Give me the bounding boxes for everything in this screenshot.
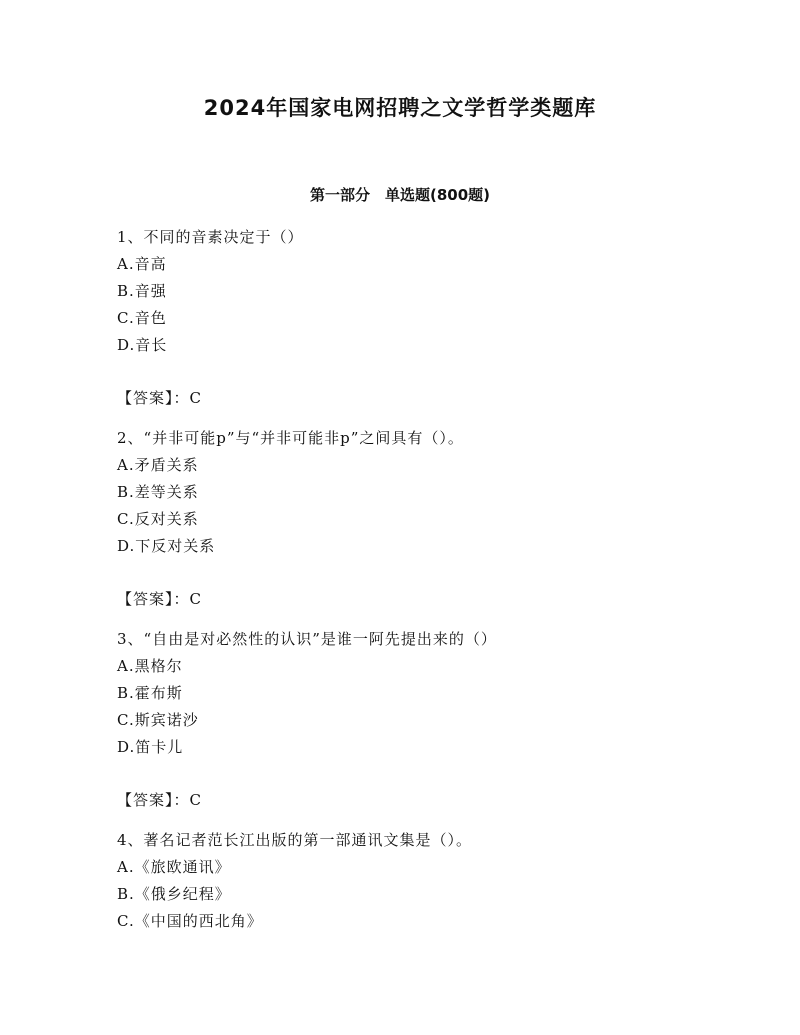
option-c: C.《中国的西北角》: [117, 912, 263, 930]
question-item: [117, 827, 757, 935]
question-stem: 2、“并非可能p”与“并非可能非p”之间具有（）。: [117, 429, 464, 447]
option-b: B.《俄乡纪程》: [117, 885, 231, 903]
option-d: D.笛卡儿: [117, 738, 184, 756]
question-item: [117, 626, 757, 814]
option-b: B.差等关系: [117, 483, 199, 501]
option-d: D.音长: [117, 336, 168, 354]
section-heading: 第一部分 单选题(800题): [309, 186, 491, 204]
document-title: 2024年国家电网招聘之文学哲学类题库: [203, 96, 597, 120]
option-a: A.《旅欧通讯》: [117, 858, 231, 876]
answer-line: [117, 787, 757, 814]
answer-line: [117, 586, 757, 613]
option-d: D.下反对关系: [117, 537, 216, 555]
option-b: B.霍布斯: [117, 684, 183, 702]
option-c: C.反对关系: [117, 510, 199, 528]
answer-label: 【答案】：: [117, 590, 190, 608]
answer-label: 【答案】：: [117, 389, 190, 407]
question-item: [117, 425, 757, 613]
question-stem: 3、“自由是对必然性的认识”是谁一阿先提出来的（）: [117, 630, 497, 648]
option-a: A.音高: [117, 255, 167, 273]
answer-label: 【答案】：: [117, 791, 190, 809]
answer-value: C: [189, 791, 201, 809]
question-list: [117, 224, 757, 935]
option-c: C.斯宾诺沙: [117, 711, 199, 729]
answer-value: C: [189, 389, 201, 407]
question-stem: 1、不同的音素决定于（）: [117, 228, 304, 246]
option-c: C.音色: [117, 309, 167, 327]
answer-line: [117, 385, 757, 412]
option-a: A.矛盾关系: [117, 456, 199, 474]
question-stem: 4、著名记者范长江出版的第一部通讯文集是（）。: [117, 831, 473, 849]
question-item: [117, 224, 757, 412]
option-b: B.音强: [117, 282, 167, 300]
answer-value: C: [189, 590, 201, 608]
option-a: A.黑格尔: [117, 657, 183, 675]
